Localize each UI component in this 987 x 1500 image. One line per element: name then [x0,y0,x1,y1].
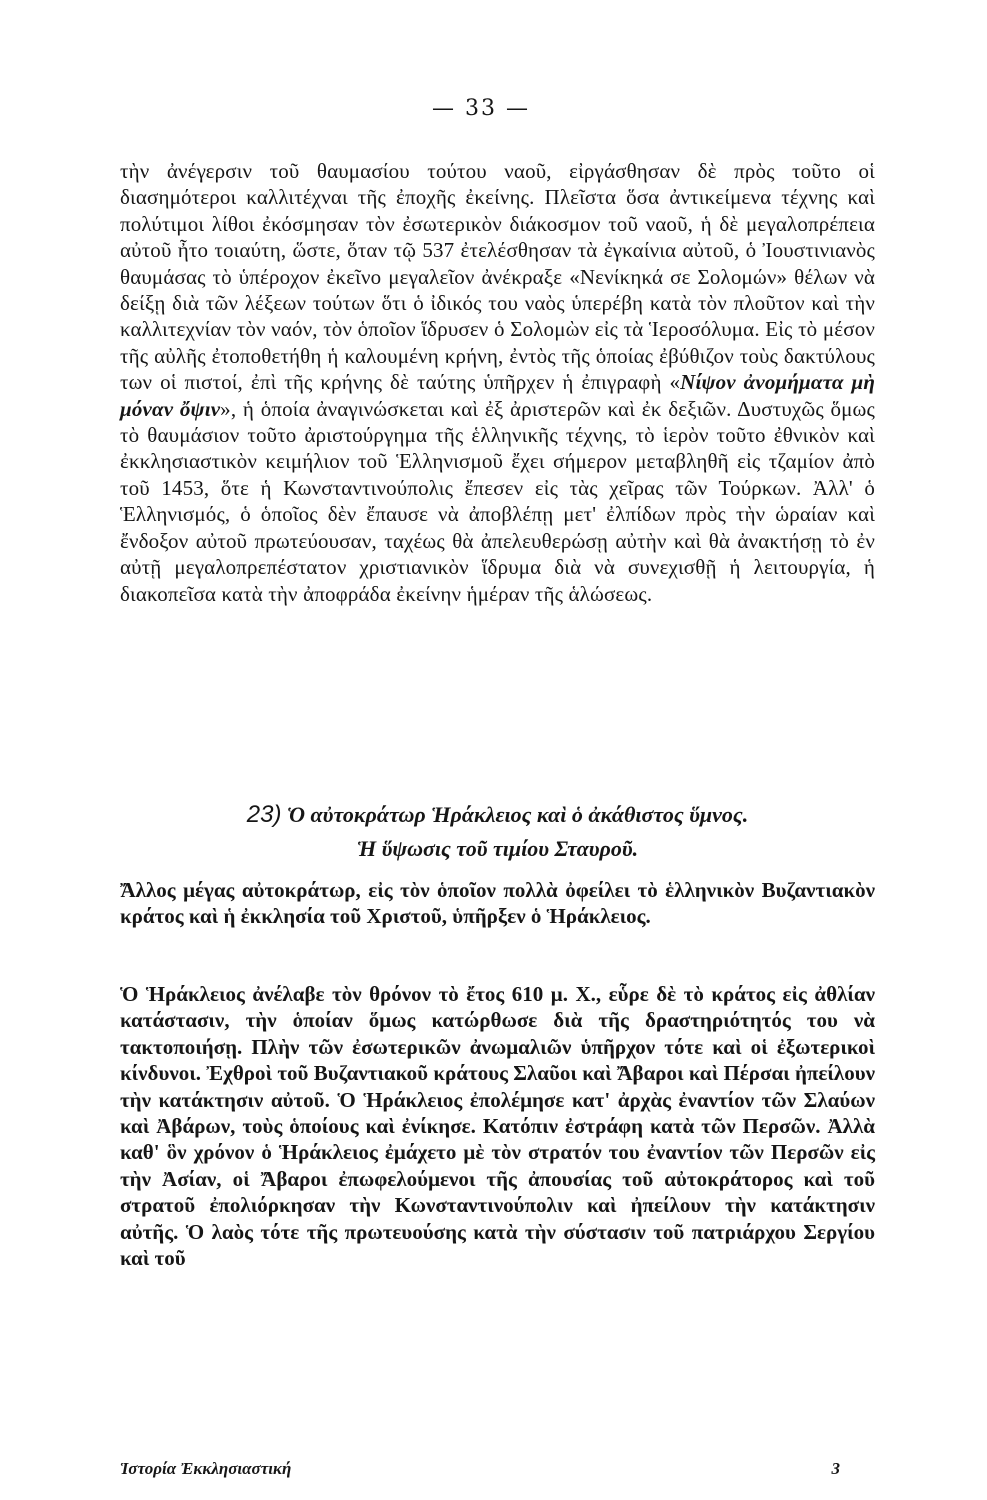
section-subheading: Ἡ ὕψωσις τοῦ τιμίου Σταυροῦ. [356,836,639,861]
section-heading [120,801,875,829]
paragraph-text-start: τὴν ἀνέγερσιν τοῦ θαυμασίου τούτου ναοῦ, εἰργάσθησαν δὲ πρὸς τοῦτο οἱ διασημότεροι καλλιτέχναι τῆς ἐποχῆς ἐκείνης. Πλεῖστα ὅσα ἀντικείμενα τέχνης καὶ πολύτιμοι λίθοι ἐκόσμησαν τὸν ἐσωτερικὸν διάκοσμον τοῦ ναοῦ, ἡ δὲ μεγαλοπρέπεια αὐτοῦ ἦτο τοιαύτη, ὥστε, ὅταν τῷ 537 ἐτελέσθησαν τὰ ἐγκαίνια αὐτοῦ, ὁ Ἰουστινιανὸς θαυμάσας τὸ ὑπέροχον ἐκεῖνο μεγαλεῖον ἀνέκραξε «Νενίκηκά σε Σολομών» θέλων νὰ δείξῃ διὰ τῶν λέξεων τούτων ὅτι ὁ ἰδικός του ναὸς ὑπερέβη κατὰ τὸν πλοῦτον καὶ τὴν καλλιτεχνίαν τὸν ναόν, τὸν ὁποῖον ἵδρυσεν ὁ Σολομὼν εἰς τὰ Ἱεροσόλυμα. Εἰς τὸ μέσον τῆς αὐλῆς ἐτοποθετήθη ἡ καλουμένη κρήνη, ἐντὸς τῆς ὁποίας ἐβύθιζον τοὺς δακτύλους των οἱ πιστοί, ἐπὶ τῆς κρήνης δὲ ταύτης ὑπῆρχεν ἡ ἐπιγραφὴ « [120,159,875,395]
page-footer [120,1459,875,1479]
paragraph-hagia-sophia [120,158,875,607]
paragraph-text-end: », ἡ ὁποία ἀναγινώσκεται καὶ ἐξ ἀριστερῶν καὶ ἐκ δεξιῶν. Δυστυχῶς ὅμως τὸ θαυμάσιον τοῦτο ἀριστούργημα τῆς ἑλληνικῆς τέχνης, τὸ ἱερὸν τοῦτο ἐθνικὸν καὶ ἐκκλησιαστικὸν κειμήλιον τοῦ Ἑλληνισμοῦ ἔχει σήμερον μεταβληθῆ εἰς τζαμίον ἀπὸ τοῦ 1453, ὅτε ἡ Κωνσταντινούπολις ἔπεσεν εἰς τὰς χεῖρας τῶν Τούρκων. Ἀλλ' ὁ Ἑλληνισμός, ὁ ὁποῖος δὲν ἔπαυσε νὰ ἀποβλέπῃ μετ' ἐλπίδων πρὸς τὴν ὡραίαν καὶ ἔνδοξον αὐτοῦ πρωτεύουσαν, ταχέως θὰ ἀπελευθερώσῃ αὐτὴν καὶ θὰ ἀνακτήσῃ τὸ ἐν αὐτῇ μεγαλοπρεπέστατον χριστιανικὸν ἵδρυμα διὰ νὰ συνεχισθῇ ἡ λειτουργία, ἡ διακοπεῖσα κατὰ τὴν ἀποφράδα ἐκείνην ἡμέραν τῆς ἁλώσεως. [120,396,875,606]
inscription-text: Νίψον ἀνομήματα μὴ μόναν ὄψιν [120,370,875,421]
footer-book-title: Ἱστορία Ἐκκλησιαστική [120,1459,292,1478]
section-number: 23) [246,801,282,828]
page-number: — 33 — [432,96,530,121]
footer-signature-number: 3 [831,1459,840,1478]
paragraph-heraclius-intro: Ἄλλος μέγας αὐτοκράτωρ, εἰς τὸν ὁποῖον πολλὰ ὀφείλει τὸ ἑλληνικὸν Βυζαντιακὸν κράτος καὶ ἡ ἐκκλησία τοῦ Χριστοῦ, ὑπῆρξεν ὁ Ἡράκλειος. [120,878,875,929]
paragraph-heraclius-reign: Ὁ Ἡράκλειος ἀνέλαβε τὸν θρόνον τὸ ἔτος 610 μ. Χ., εὗρε δὲ τὸ κράτος εἰς ἀθλίαν κατάστασιν, τὴν ὁποίαν ὅμως κατώρθωσε διὰ τῆς δραστηριότητός του νὰ τακτοποιήσῃ. Πλὴν τῶν ἐσωτερικῶν ἀνωμαλιῶν ὑπῆρχον τότε καὶ οἱ ἐξωτερικοὶ κίνδυνοι. Ἐχθροὶ τοῦ Βυζαντιακοῦ κράτους Σλαῦοι καὶ Ἄβαροι καὶ Πέρσαι ἠπείλουν τὴν κατάκτησιν αὐτοῦ. Ὁ Ἡράκλειος ἐπολέμησε κατ' ἀρχὰς ἐναντίον τῶν Σλαύων καὶ Ἀβάρων, τοὺς ὁποίους καὶ ἐνίκησε. Κατόπιν ἐστράφη κατὰ τῶν Περσῶν. Ἀλλὰ καθ' ὃν χρόνον ὁ Ἡράκλειος ἐμάχετο μὲ τὸν στρατόν του ἐναντίον τῶν Περσῶν εἰς τὴν Ἀσίαν, οἱ Ἄβαροι ἐπωφελούμενοι τῆς ἀπουσίας τοῦ αὐτοκράτορος καὶ τοῦ στρατοῦ ἐπολιόρκησαν τὴν Κωνσταντινούπολιν καὶ ἠπείλουν τὴν κατάκτησιν αὐτῆς. Ὁ λαὸς τότε τῆς πρωτευούσης κατὰ τὴν σύστασιν τοῦ πατριάρχου Σεργίου καὶ τοῦ [120,982,875,1271]
section-title: Ὁ αὐτοκράτωρ Ἡράκλειος καὶ ὁ ἀκάθιστος ὕμνος. [286,802,749,827]
